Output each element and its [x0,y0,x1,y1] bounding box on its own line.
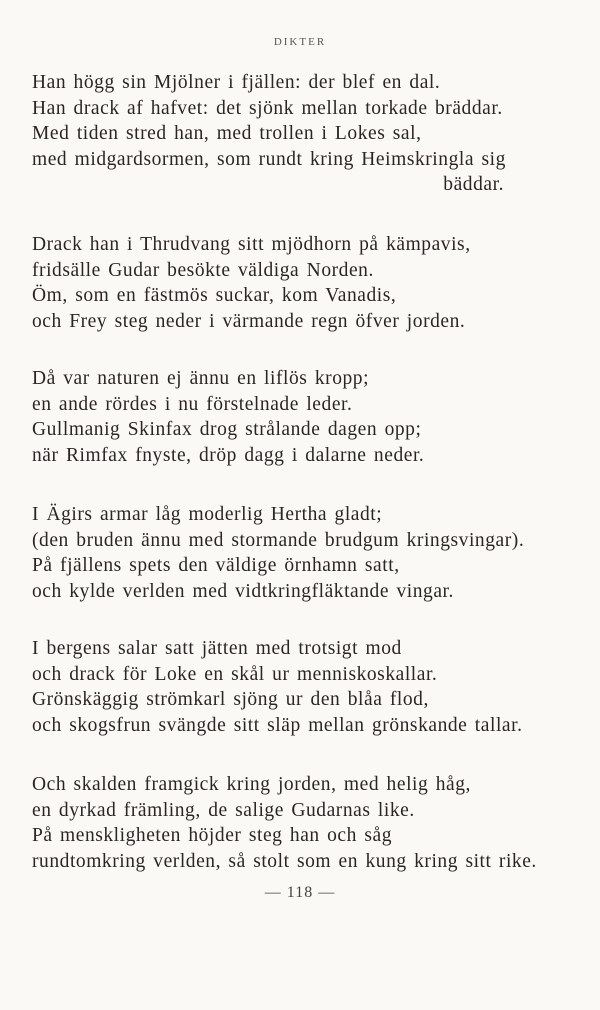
verse-line: och drack för Loke en skål ur menniskoskallar. [32,663,438,685]
verse-line: I Ägirs armar låg moderlig Hertha gladt; [32,504,383,525]
verse-line: med midgardsormen, som rundt kring Heimskringla sig [32,148,506,170]
verse-line: när Rimfax fnyste, dröp dagg i dalarne neder. [32,444,425,466]
stanza-5 [32,636,572,738]
running-header: DIKTER [273,36,327,48]
stanza-4 [32,502,572,604]
verse-line: Han högg sin Mjölner i fjällen: der blef en dal. [32,72,441,93]
verse-line: Gullmanig Skinfax drog strålande dagen opp; [32,419,422,440]
verse-line: en ande rördes i nu förstelnade leder. [32,393,353,415]
page-number: — 118 — [264,884,336,901]
verse-line: Grönskäggig strömkarl sjöng ur den blåa flod, [32,689,429,710]
verse-line: en dyrkad främling, de salige Gudarnas like. [32,799,415,821]
verse-line: På menskligheten höjder steg han och såg [32,825,393,846]
verse-line: Öm, som en fästmös suckar, kom Vanadis, [32,285,397,306]
verse-line: Med tiden stred han, med trollen i Lokes sal, [32,123,422,144]
verse-line: I bergens salar satt jätten med trotsigt mod [32,638,402,659]
verse-line: Då var naturen ej ännu en liflös kropp; [32,368,370,389]
verse-line: och skogsfrun svängde sitt släp mellan grönskande tallar. [32,714,523,736]
stanza-3 [32,366,572,468]
verse-line: fridsälle Gudar besökte väldiga Norden. [32,259,374,281]
verse-line: På fjällens spets den väldige örnhamn satt, [32,555,400,576]
stanza-2 [32,232,572,334]
stanza-6 [32,772,572,874]
verse-line: och kylde verlden med vidtkringfläktande vingar. [32,580,454,602]
verse-line: och Frey steg neder i värmande regn öfver jorden. [32,310,466,332]
verse-line: Drack han i Thrudvang sitt mjödhorn på kämpavis, [32,234,471,255]
stanza-1 [32,70,572,198]
verse-line-continuation: bäddar. [443,174,504,195]
verse-line: (den bruden ännu med stormande brudgum kringsvingar). [32,529,525,551]
verse-line: Han drack af hafvet: det sjönk mellan torkade bräddar. [32,97,503,119]
verse-line: Och skalden framgick kring jorden, med helig håg, [32,774,471,795]
verse-line: rundtomkring verlden, så stolt som en kung kring sitt rike. [32,850,537,872]
